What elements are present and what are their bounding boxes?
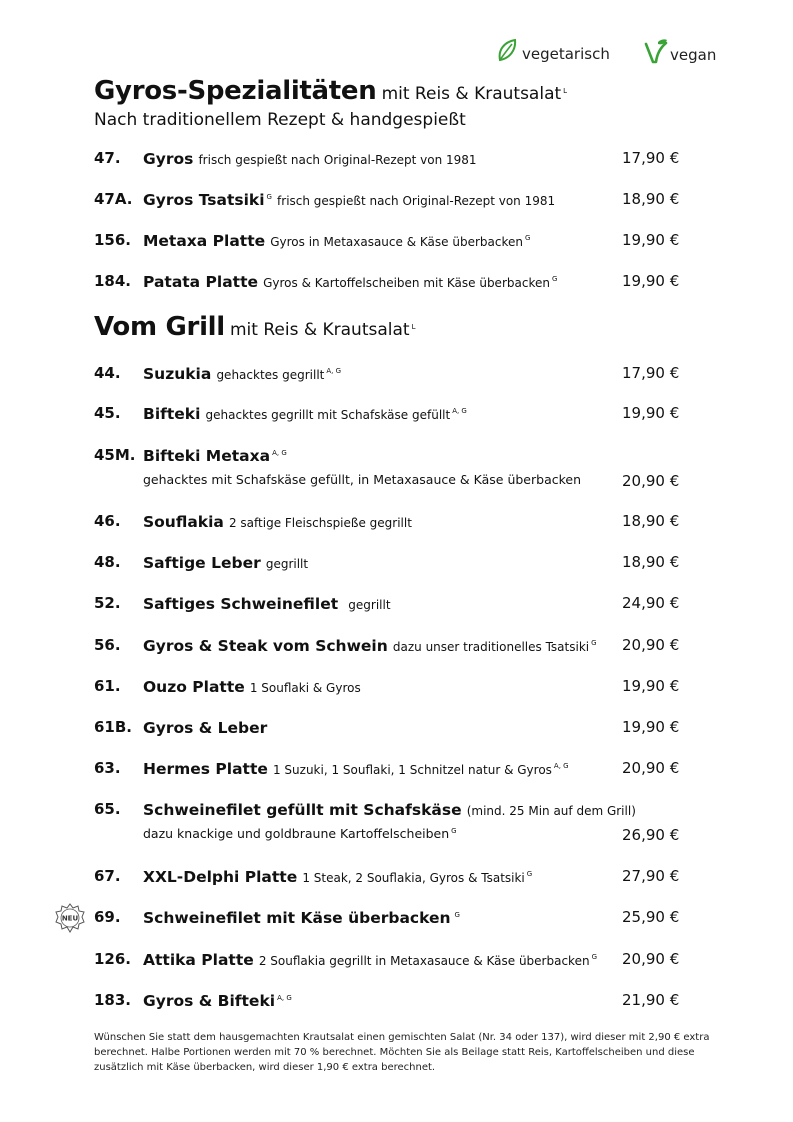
item-description: 1 Steak, 2 Souflakia, Gyros & Tsatsiki	[302, 871, 525, 885]
allergen-code: G	[526, 869, 533, 878]
item-price: 17,90 €	[622, 149, 680, 167]
item-name-line	[143, 991, 292, 1010]
footnote: Wünschen Sie statt dem hausgemachten Krautsalat einen gemischten Salat (Nr. 34 oder 137), wird dieser mit 2,90 € extra berechnet. Halbe Portionen werden mit 70 % berechnet. Möchten Sie als Beilage statt Reis, Kartoffelscheiben und diese zusätzlich mit Käse überbacken, wird dieser 1,90 € extra berechnet.	[94, 1032, 710, 1073]
item-name-line	[143, 594, 391, 613]
item-number: 44.	[94, 364, 121, 382]
item-price: 26,90 €	[622, 826, 680, 844]
item-description: 2 saftige Fleischspieße gegrillt	[228, 516, 412, 530]
allergen-code: G	[591, 638, 597, 647]
item-number: 63.	[94, 759, 121, 777]
allergen-code: G	[451, 826, 457, 835]
item-name-line	[143, 231, 530, 250]
item-name-line	[143, 800, 636, 819]
section-title-text: Gyros-Spezialitäten	[94, 76, 377, 106]
menu-item	[0, 190, 793, 214]
item-description: 1 Suzuki, 1 Souflaki, 1 Schnitzel natur & Gyros	[272, 763, 552, 777]
allergen-code: G	[524, 233, 531, 242]
item-number: 45M.	[94, 446, 136, 464]
item-description: gegrillt	[348, 598, 391, 612]
item-price: 17,90 €	[622, 364, 680, 382]
allergen-code: A, G	[553, 761, 569, 770]
item-number: 52.	[94, 594, 121, 612]
item-price: 19,90 €	[622, 272, 680, 290]
item-name-line	[143, 404, 467, 423]
menu-item	[0, 149, 793, 173]
item-price: 27,90 €	[622, 867, 680, 885]
section-subtitle: Nach traditionellem Rezept & handgespießt	[94, 110, 466, 130]
item-name-line	[143, 190, 555, 209]
item-number: 65.	[94, 800, 121, 818]
allergen-code: G	[454, 910, 460, 919]
allergen-code: G	[266, 192, 272, 201]
menu-item	[0, 867, 793, 891]
item-number: 61B.	[94, 718, 133, 736]
item-name: Attika Platte	[143, 951, 254, 969]
leaf-icon	[496, 38, 518, 64]
legend-vegan	[644, 38, 716, 66]
item-price: 20,90 €	[622, 950, 680, 968]
item-description: 1 Souflaki & Gyros	[249, 681, 361, 695]
item-description-second-line: dazu knackige und goldbraune Kartoffelscheiben $^G$	[143, 826, 457, 841]
item-number: 126.	[94, 950, 132, 968]
allergen-code: A, G	[272, 448, 287, 457]
menu-item	[0, 800, 793, 824]
allergen-code: G	[591, 952, 598, 961]
item-name-line	[143, 677, 361, 696]
item-price: 20,90 €	[622, 636, 680, 654]
item-number: 47.	[94, 149, 121, 167]
item-name: Schweinefilet mit Käse überbacken	[143, 909, 451, 927]
item-price: 18,90 €	[622, 512, 680, 530]
item-description: dazu unser traditionelles Tsatsiki	[392, 640, 590, 654]
item-number: 45.	[94, 404, 121, 422]
item-number: 183.	[94, 991, 132, 1009]
menu-item	[0, 950, 793, 974]
item-price: 21,90 €	[622, 991, 680, 1009]
item-description: Gyros in Metaxasauce & Käse überbacken	[270, 235, 523, 249]
new-badge-label: NEU	[61, 914, 79, 923]
item-name-line	[143, 553, 308, 572]
item-name: Gyros	[143, 150, 194, 168]
item-price: 24,90 €	[622, 594, 680, 612]
item-number: 56.	[94, 636, 121, 654]
item-name: Saftiges Schweinefilet	[143, 595, 339, 613]
item-name-line	[143, 636, 597, 655]
item-description: gehacktes gegrillt mit Schafskäse gefüllt	[205, 408, 451, 422]
legend-vegetarian-label: vegetarisch	[522, 45, 610, 63]
item-name: Saftige Leber	[143, 554, 261, 572]
item-name: XXL-Delphi Platte	[143, 868, 298, 886]
item-description: 2 Souflakia gegrillt in Metaxasauce & Käse überbacken	[258, 954, 590, 968]
item-name: Souflakia	[143, 513, 224, 531]
item-name: Schweinefilet gefüllt mit Schafskäse	[143, 801, 462, 819]
legend-vegan-label: vegan	[670, 46, 717, 64]
item-name: Suzukia	[143, 365, 212, 383]
item-description: Gyros & Kartoffelscheiben mit Käse überbacken	[263, 276, 550, 290]
section-title-suffix: mit Reis & Krautsalat	[381, 84, 562, 104]
section-title-grill	[94, 312, 416, 342]
menu-item	[0, 677, 793, 701]
item-number: 61.	[94, 677, 121, 695]
item-price: 19,90 €	[622, 677, 680, 695]
item-name-line	[143, 364, 341, 383]
section-title-text: Vom Grill	[94, 312, 225, 342]
item-name: Patata Platte	[143, 273, 259, 291]
menu-item	[0, 718, 793, 742]
menu-item	[0, 991, 793, 1015]
item-name: Bifteki	[143, 405, 201, 423]
item-number: 47A.	[94, 190, 133, 208]
allergen-code: L	[563, 86, 568, 95]
item-number: 184.	[94, 272, 132, 290]
menu-item	[0, 553, 793, 577]
menu-item	[0, 404, 793, 428]
menu-item	[0, 231, 793, 255]
menu-item-continuation	[0, 472, 793, 496]
menu-item	[0, 512, 793, 536]
item-name: Gyros & Leber	[143, 719, 268, 737]
menu-item	[0, 272, 793, 296]
item-price: 25,90 €	[622, 908, 680, 926]
allergen-code: G	[551, 274, 558, 283]
item-price: 19,90 €	[622, 718, 680, 736]
item-price: 20,90 €	[622, 759, 680, 777]
item-number: 69.	[94, 908, 121, 926]
item-description: gegrillt	[265, 557, 309, 571]
item-number: 48.	[94, 553, 121, 571]
item-name: Hermes Platte	[143, 760, 268, 778]
item-description: (mind. 25 Min auf dem Grill)	[466, 804, 636, 818]
item-name-line	[143, 512, 412, 531]
item-name-line	[143, 149, 477, 168]
item-price: 19,90 €	[622, 231, 680, 249]
item-name: Gyros & Steak vom Schwein	[143, 637, 388, 655]
menu-item	[0, 908, 793, 932]
item-number: 156.	[94, 231, 132, 249]
allergen-code: A, G	[452, 406, 467, 415]
item-name: Ouzo Platte	[143, 678, 245, 696]
item-name: Bifteki Metaxa	[143, 447, 271, 465]
item-price: 18,90 €	[622, 190, 680, 208]
item-name-line	[143, 446, 287, 465]
menu-item	[0, 594, 793, 618]
menu-item	[0, 446, 793, 470]
item-name-line	[143, 759, 569, 778]
item-price: 19,90 €	[622, 404, 680, 422]
item-price: 18,90 €	[622, 553, 680, 571]
item-name: Gyros & Bifteki	[143, 992, 276, 1010]
section-title-suffix: mit Reis & Krautsalat	[230, 320, 410, 340]
item-description-second-line: gehacktes mit Schafskäse gefüllt, in Metaxasauce & Käse überbacken	[143, 472, 582, 487]
item-price: 20,90 €	[622, 472, 680, 490]
item-description: gehacktes gegrillt	[216, 368, 325, 382]
item-name: Gyros Tsatsiki	[143, 191, 265, 209]
item-name-line	[143, 950, 597, 969]
item-number: 67.	[94, 867, 121, 885]
item-name-line	[143, 718, 267, 737]
menu-item	[0, 636, 793, 660]
allergen-code: A, G	[326, 366, 342, 375]
menu-item	[0, 759, 793, 783]
menu-item	[0, 364, 793, 388]
allergen-code: L	[411, 322, 416, 331]
item-description: frisch gespießt nach Original-Rezept von 1981	[198, 153, 477, 167]
item-name-line	[143, 908, 460, 927]
section-title-gyros	[94, 76, 567, 106]
item-description: frisch gespießt nach Original-Rezept von 1981	[277, 194, 556, 208]
menu-item-continuation	[0, 826, 793, 850]
item-name: Metaxa Platte	[143, 232, 266, 250]
item-name-line	[143, 272, 557, 291]
item-name-line	[143, 867, 532, 886]
vegan-v-icon	[644, 38, 668, 66]
item-number: 46.	[94, 512, 121, 530]
allergen-code: A, G	[277, 993, 292, 1002]
legend-vegetarian	[496, 38, 610, 64]
